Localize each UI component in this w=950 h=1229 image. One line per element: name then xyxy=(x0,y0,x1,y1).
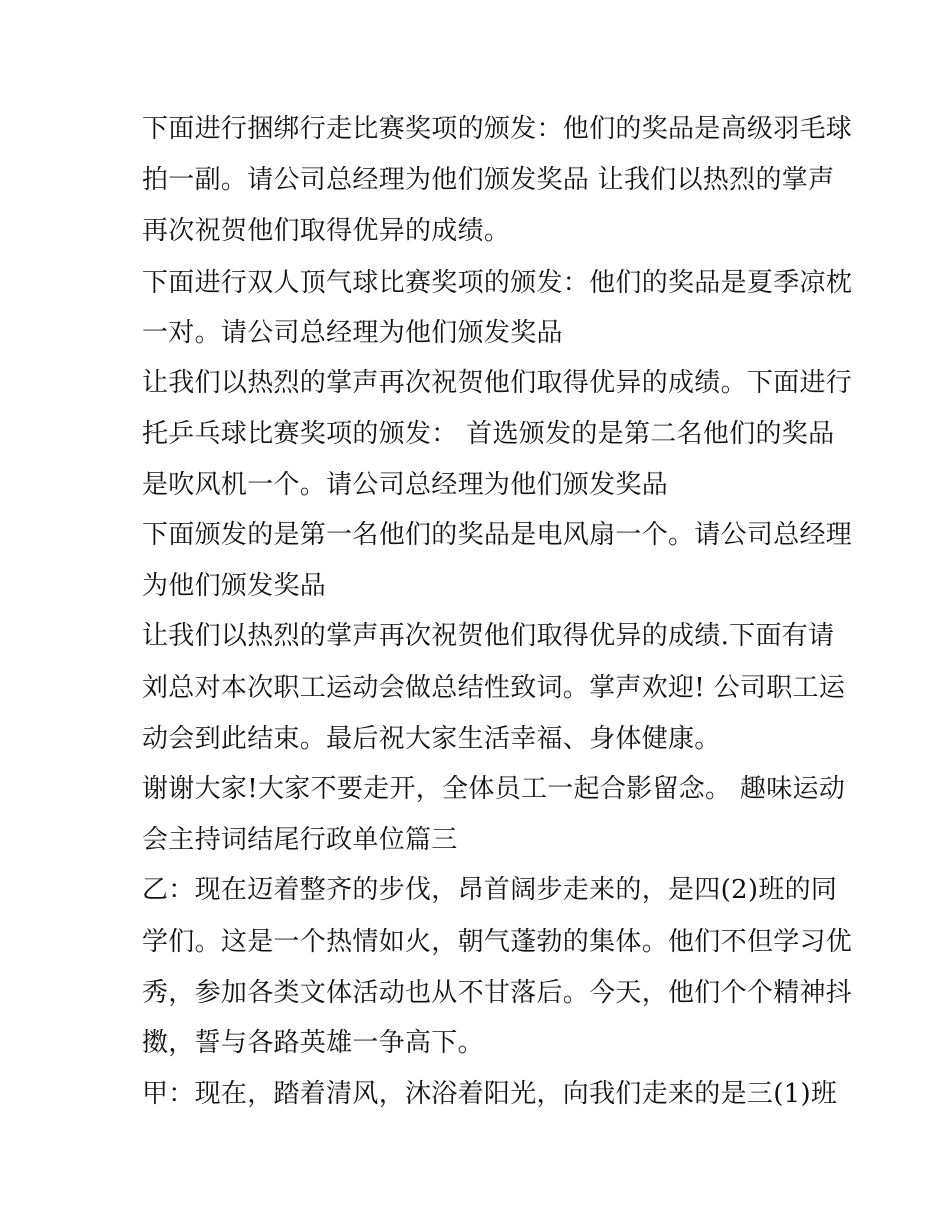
text-line: 甲：现在，踏着清风，沐浴着阳光，向我们走来的是三(1)班 xyxy=(142,1079,838,1109)
text-line: 为他们颁发奖品 xyxy=(142,571,327,601)
text-line: 再次祝贺他们取得优异的成绩。 xyxy=(142,216,511,246)
text-line: 刘总对本次职工运动会做总结性致词。掌声欢迎! 公司职工运 xyxy=(142,673,846,703)
text-line: 下面进行双人顶气球比赛奖项的颁发：他们的奖品是夏季凉枕 xyxy=(142,268,853,298)
text-line: 动会到此结束。最后祝大家生活幸福、身体健康。 xyxy=(142,724,721,754)
text-line: 拍一副。请公司总经理为他们颁发奖品 让我们以热烈的掌声 xyxy=(142,165,835,195)
text-line: 乙：现在迈着整齐的步伐，昂首阔步走来的，是四(2)班的同 xyxy=(142,875,838,905)
text-line: 是吹风机一个。请公司总经理为他们颁发奖品 xyxy=(142,470,669,500)
text-line: 擞，誓与各路英雄一争高下。 xyxy=(142,1028,484,1058)
section-title-line: 会主持词结尾行政单位篇三 xyxy=(142,825,458,855)
text-line: 下面颁发的是第一名他们的奖品是电风扇一个。请公司总经理 xyxy=(142,520,853,550)
text-line: 让我们以热烈的掌声再次祝贺他们取得优异的成绩。下面进行 xyxy=(142,368,853,398)
text-line: 谢谢大家!大家不要走开，全体员工一起合影留念。 趣味运动 xyxy=(142,774,846,804)
text-line: 托乒乓球比赛奖项的颁发： 首选颁发的是第二名他们的奖品 xyxy=(142,419,835,449)
text-line: 学们。这是一个热情如火，朝气蓬勃的集体。他们不但学习优 xyxy=(142,927,853,957)
text-line: 让我们以热烈的掌声再次祝贺他们取得优异的成绩.下面有请 xyxy=(142,621,835,651)
text-line: 下面进行捆绑行走比赛奖项的颁发：他们的奖品是高级羽毛球 xyxy=(142,114,853,144)
text-line: 秀，参加各类文体活动也从不甘落后。今天，他们个个精神抖 xyxy=(142,978,853,1008)
text-line: 一对。请公司总经理为他们颁发奖品 xyxy=(142,318,563,348)
